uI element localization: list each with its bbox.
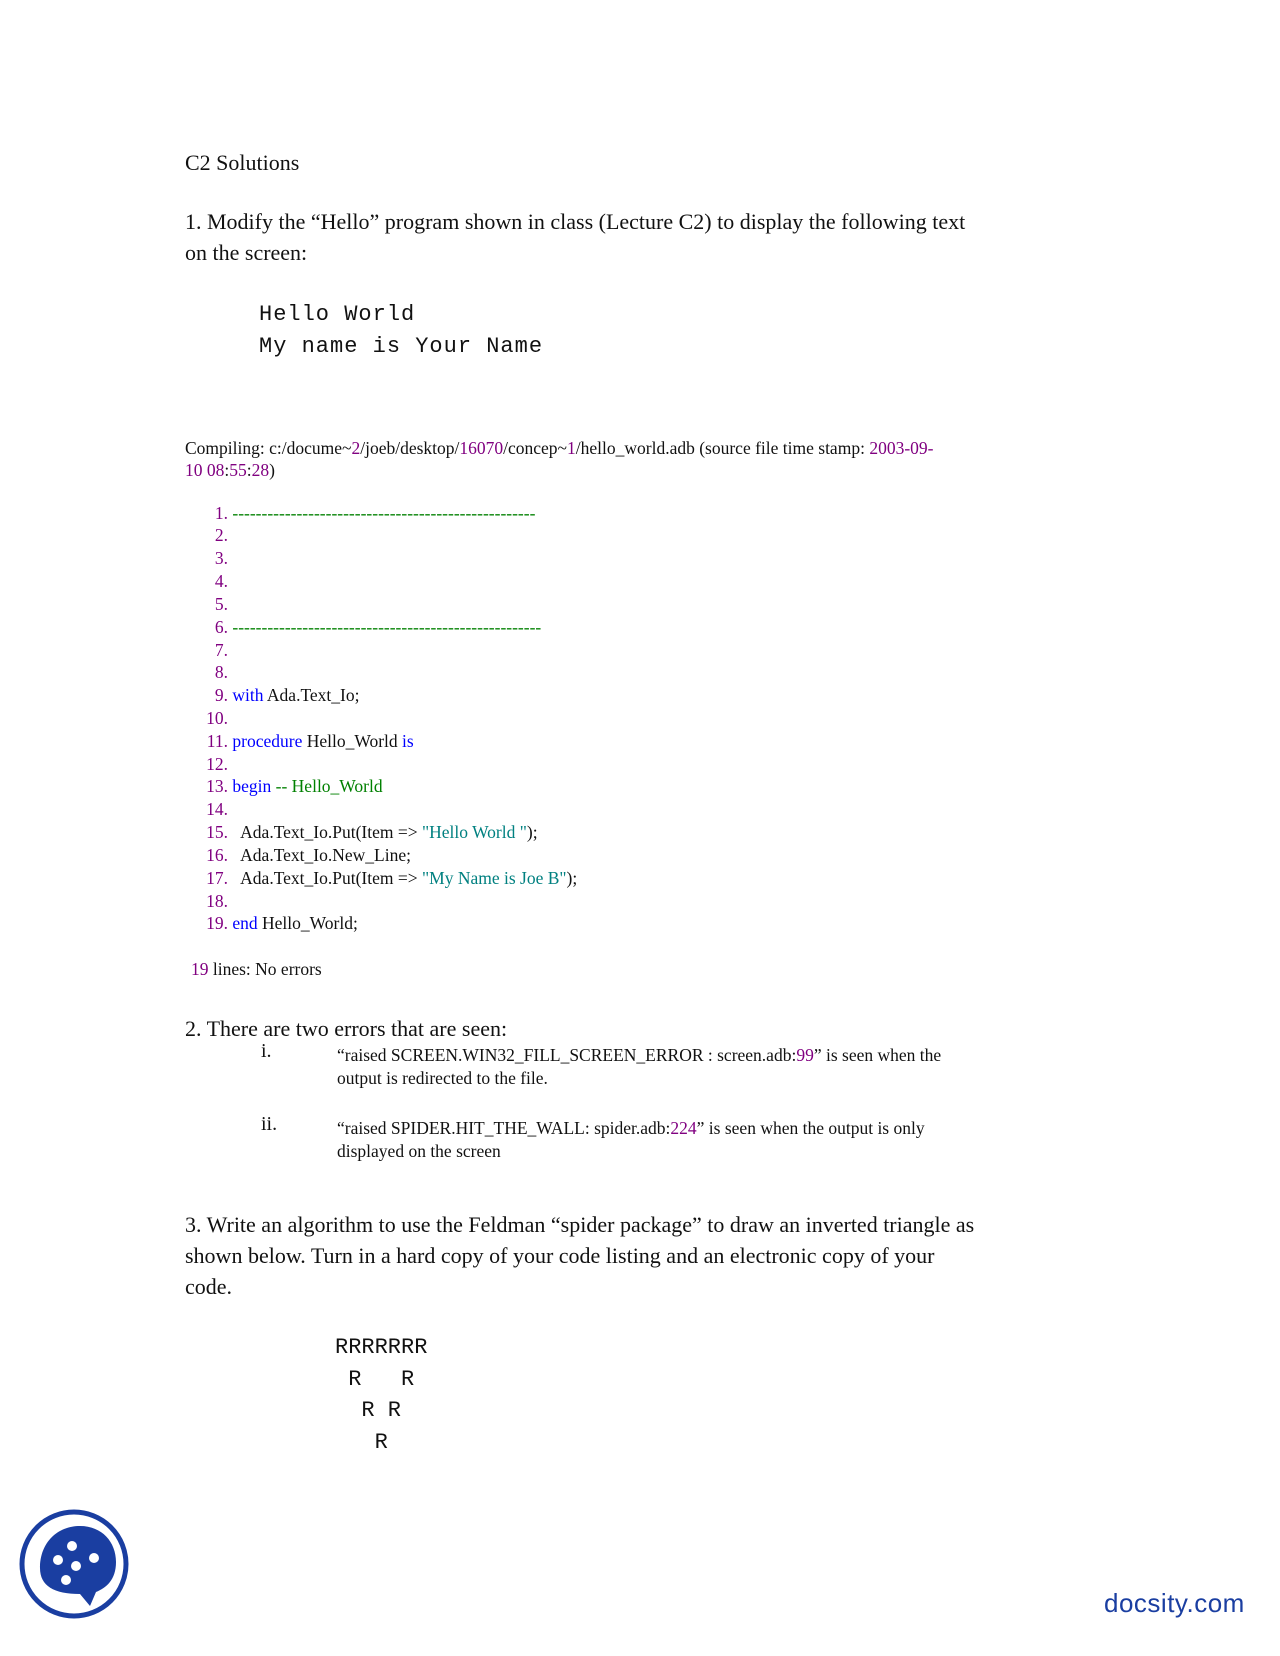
question-3-line-2: shown below. Turn in a hard copy of your code listing and an electronic copy of your: [185, 1243, 935, 1268]
error-ii-line-1: “raised SPIDER.HIT_THE_WALL: spider.adb:224” is seen when the output is only: [337, 1118, 925, 1138]
code-line: 5.: [214, 594, 228, 614]
code-line: 10.: [206, 708, 228, 728]
error-i-line-2: output is redirected to the file.: [337, 1068, 548, 1088]
error-i-line-1: “raised SCREEN.WIN32_FILL_SCREEN_ERROR : screen.adb:99” is seen when the: [337, 1045, 942, 1065]
code-line: 11. procedure Hello_World is: [206, 731, 414, 751]
code-line: 13. begin -- Hello_World: [206, 776, 383, 796]
triangle-row: R R: [335, 1367, 415, 1392]
compile-summary: 19 lines: No errors: [191, 959, 322, 979]
code-line: 14.: [206, 799, 228, 819]
code-line: 2.: [214, 525, 228, 545]
code-line: 9. with Ada.Text_Io;: [214, 685, 360, 705]
code-line: 15. Ada.Text_Io.Put(Item => "Hello World ");: [206, 822, 538, 842]
code-line: 18.: [206, 891, 228, 911]
code-line: 16. Ada.Text_Io.New_Line;: [206, 845, 411, 865]
triangle-row: R R: [335, 1398, 402, 1423]
code-line: 1. ----------------------------------------------------: [214, 503, 536, 523]
code-line: 8.: [214, 662, 228, 682]
code-line: 17. Ada.Text_Io.Put(Item => "My Name is Joe B");: [206, 868, 578, 888]
error-ii-label: ii.: [261, 1113, 278, 1135]
compile-line-2: 10 08:55:28): [185, 460, 275, 480]
docsity-brand-text[interactable]: docsity.com: [1104, 1588, 1245, 1618]
error-ii-line-2: displayed on the screen: [337, 1141, 501, 1161]
error-i-label: i.: [261, 1040, 272, 1062]
code-line: 12.: [206, 754, 228, 774]
question-1-line-2: on the screen:: [185, 240, 308, 265]
code-line: 19. end Hello_World;: [206, 913, 358, 933]
question-1-line-1: 1. Modify the “Hello” program shown in class (Lecture C2) to display the following text: [185, 209, 966, 234]
compile-line-1: Compiling: c:/docume~2/joeb/desktop/16070/concep~1/hello_world.adb (source file time stamp: 2003-09-: [185, 438, 934, 458]
output-line-2: My name is Your Name: [259, 334, 544, 359]
question-3-line-3: code.: [185, 1274, 233, 1299]
code-line: 4.: [214, 571, 228, 591]
code-line: 7.: [214, 640, 228, 660]
triangle-row: R: [335, 1430, 388, 1455]
page-title: C2 Solutions: [185, 150, 300, 175]
triangle-row: RRRRRRR: [335, 1335, 428, 1360]
question-3-line-1: 3. Write an algorithm to use the Feldman “spider package” to draw an inverted triangle as: [185, 1212, 975, 1237]
docsity-logo-icon: [18, 1508, 130, 1620]
output-line-1: Hello World: [259, 302, 416, 327]
code-line: 3.: [214, 548, 228, 568]
code-line: 6. -----------------------------------------------------: [214, 617, 542, 637]
question-2-heading: 2. There are two errors that are seen:: [185, 1016, 508, 1041]
